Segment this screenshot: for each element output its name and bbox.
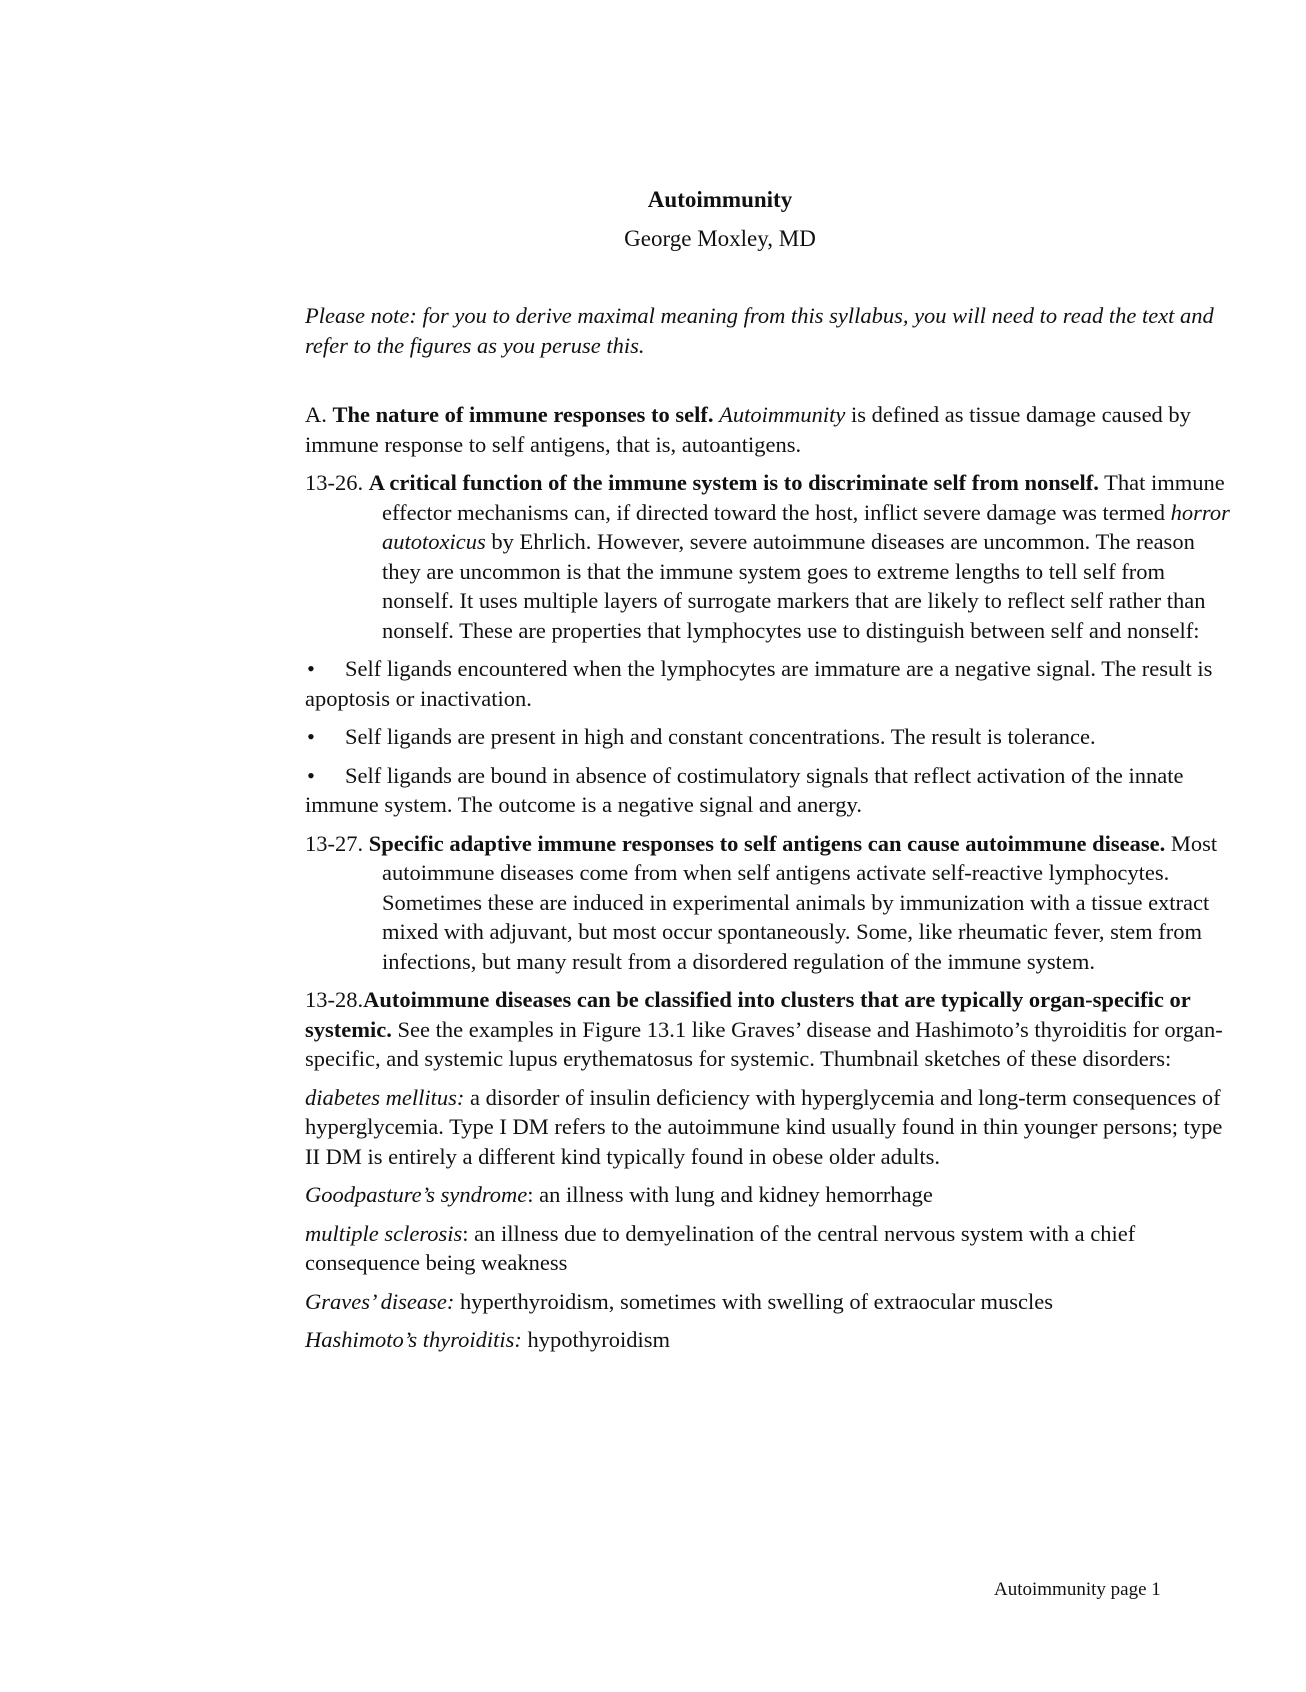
- definition-term: diabetes mellitus:: [305, 1084, 465, 1110]
- section-a-paragraph: [305, 400, 1230, 459]
- definition-item: [305, 1325, 1230, 1355]
- definition-item: [305, 1287, 1230, 1317]
- bullet-item: [305, 654, 1230, 713]
- bullet-text: Self ligands are bound in absence of costimulatory signals that reflect activation of the innate immune system. The outcome is a negative signal and anergy.: [305, 762, 1184, 817]
- bullet-symbol: •: [307, 724, 315, 749]
- item-13-26-paragraph: [305, 468, 1230, 645]
- definition-term: Goodpasture’s syndrome: [305, 1182, 528, 1207]
- definition-text: hyperthyroidism, sometimes with swelling of extraocular muscles: [454, 1288, 1053, 1314]
- definition-text: a disorder of insulin deficiency with hyperglycemia and long-term consequences of hyperglycemia. Type I DM refers to the autoimmune kind usually found in thin younger persons; type II DM is entirely a different kind typically found in obese older adults.: [305, 1084, 1223, 1169]
- bullet-symbol: •: [307, 656, 315, 681]
- definition-term: Hashimoto’s thyroiditis:: [305, 1327, 522, 1352]
- section-a-term: Autoimmunity: [719, 402, 846, 427]
- page-footer: Autoimmunity page 1: [994, 1579, 1161, 1600]
- item-13-26-number: 13-26.: [305, 470, 369, 495]
- section-a-heading: The nature of immune responses to self.: [332, 402, 714, 427]
- bullet-text: Self ligands are present in high and constant concentrations. The result is tolerance.: [345, 724, 1096, 749]
- definition-item: [305, 1219, 1230, 1278]
- bullet-text: Self ligands encountered when the lymphocytes are immature are a negative signal. The result is apoptosis or inactivation.: [305, 656, 1213, 711]
- bullet-item: [305, 761, 1230, 820]
- document-title: Autoimmunity: [647, 187, 793, 212]
- definition-term: Graves’ disease:: [305, 1288, 455, 1314]
- document-body: [305, 301, 1230, 1364]
- item-13-28-heading: Autoimmune diseases can be classified into clusters that are typically organ-specific or systemic.: [305, 987, 1191, 1042]
- definition-item: [305, 1083, 1230, 1172]
- item-13-26-heading: A critical function of the immune system is to discriminate self from nonself.: [368, 470, 1099, 495]
- bullet-item: [305, 722, 1230, 752]
- item-13-27-text: Most autoimmune diseases come from when self antigens activate self-reactive lymphocytes. Sometimes these are induced in experimental animals by immunization with a tissue extract mixed with adjuvant, but most occur spontaneously. Some, like rheumatic fever, stem from infections, but many result from a disordered regulation of the immune system.: [382, 830, 1218, 974]
- section-a-text: is defined as tissue damage caused by immune response to self antigens, that is, autoantigens.: [305, 402, 1191, 457]
- item-13-26-term: horror autotoxicus: [382, 499, 1230, 554]
- definition-term: multiple sclerosis: [305, 1220, 463, 1246]
- reading-note: Please note: for you to derive maximal meaning from this syllabus, you will need to read the text and refer to the figures as you peruse this.: [305, 303, 1214, 358]
- definition-item: [305, 1180, 1230, 1210]
- bullet-symbol: •: [307, 762, 315, 788]
- document-author: George Moxley, MD: [624, 226, 816, 251]
- definition-text: : an illness due to demyelination of the central nervous system with a chief consequence being weakness: [305, 1220, 1136, 1275]
- item-13-26-text-1: That immune effector mechanisms can, if directed toward the host, inflict severe damage was termed: [382, 470, 1225, 525]
- definition-text: hypothyroidism: [521, 1327, 671, 1352]
- item-13-27-number: 13-27.: [305, 830, 369, 856]
- item-13-27-heading: Specific adaptive immune responses to self antigens can cause autoimmune disease.: [368, 830, 1166, 856]
- definition-text: : an illness with lung and kidney hemorrhage: [527, 1182, 933, 1207]
- item-13-28-text: See the examples in Figure 13.1 like Graves’ disease and Hashimoto’s thyroiditis for organ-specific, and systemic lupus erythematosus for systemic. Thumbnail sketches of these disorders:: [305, 1016, 1223, 1071]
- item-13-28-paragraph: [305, 985, 1230, 1074]
- item-13-28-number: 13-28.: [305, 987, 364, 1012]
- item-13-27-paragraph: [305, 829, 1230, 977]
- item-13-26-text-2: by Ehrlich. However, severe autoimmune diseases are uncommon. The reason they are uncommon is that the immune system goes to extreme lengths to tell self from nonself. It uses multiple layers of surrogate markers that are likely to reflect self rather than nonself. These are properties that lymphocytes use to distinguish between self and nonself:: [382, 529, 1206, 643]
- section-a-label: A.: [305, 402, 333, 427]
